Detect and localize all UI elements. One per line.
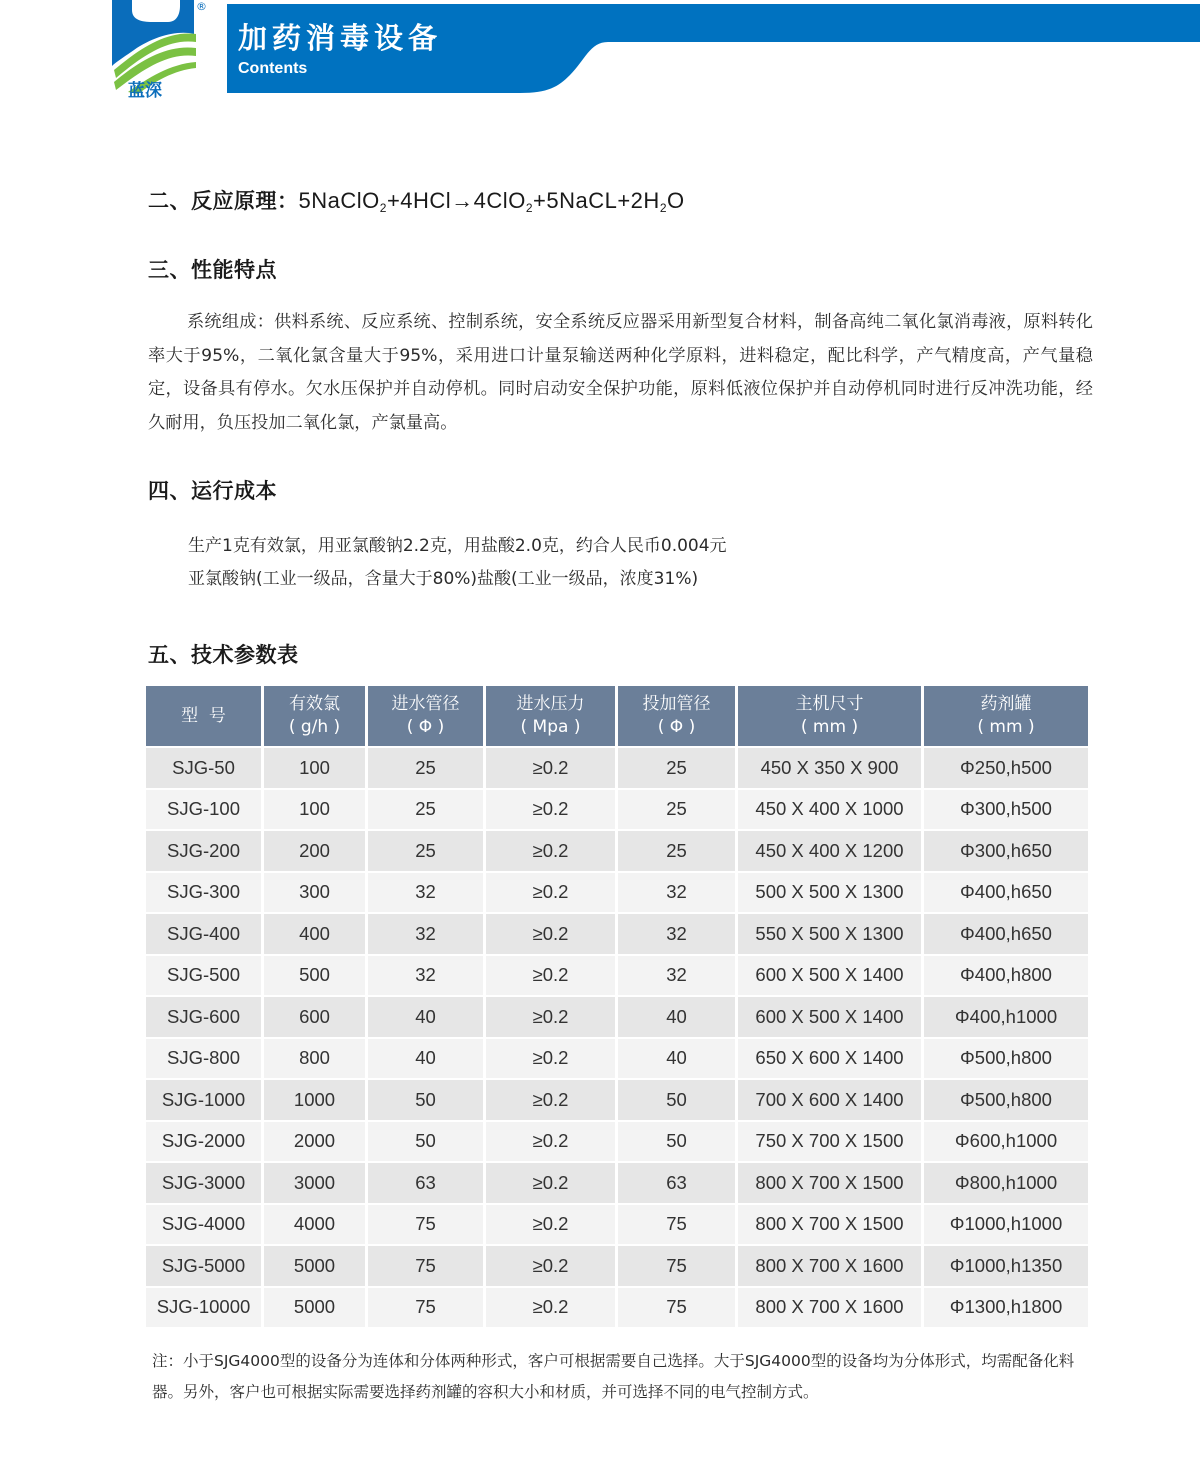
- table-cell: 450 X 400 X 1000: [738, 790, 924, 830]
- column-header-unit: ( mm ): [800, 717, 859, 737]
- table-cell: 40: [618, 1039, 738, 1079]
- table-cell: SJG-500: [146, 956, 264, 996]
- table-header-row: [146, 686, 1088, 746]
- formula-part: +5NaCL+2H: [533, 188, 660, 213]
- table-cell: 600 X 500 X 1400: [738, 956, 924, 996]
- table-cell: 600 X 500 X 1400: [738, 997, 924, 1037]
- table-cell: Φ300,h650: [924, 831, 1088, 871]
- column-header-name: 投加管径: [642, 694, 711, 714]
- column-header: [264, 686, 368, 746]
- column-header: [486, 686, 618, 746]
- table-cell: 40: [368, 997, 486, 1037]
- table-row: [146, 956, 1088, 996]
- column-header-name: 进水压力: [516, 694, 585, 714]
- table-cell: Φ500,h800: [924, 1080, 1088, 1120]
- table-cell: SJG-4000: [146, 1205, 264, 1245]
- column-header-unit: ( Φ ): [406, 717, 445, 737]
- table-cell: Φ1300,h1800: [924, 1288, 1088, 1328]
- table-row: [146, 748, 1088, 788]
- table-cell: ≥0.2: [486, 914, 618, 954]
- table-cell: 650 X 600 X 1400: [738, 1039, 924, 1079]
- table-cell: Φ400,h650: [924, 873, 1088, 913]
- table-cell: SJG-300: [146, 873, 264, 913]
- formula-part: 5NaClO: [298, 188, 380, 213]
- table-cell: Φ1000,h1350: [924, 1246, 1088, 1286]
- table-cell: Φ500,h800: [924, 1039, 1088, 1079]
- table-cell: Φ1000,h1000: [924, 1205, 1088, 1245]
- table-cell: 800 X 700 X 1600: [738, 1288, 924, 1328]
- table-cell: 50: [368, 1080, 486, 1120]
- table-cell: 40: [368, 1039, 486, 1079]
- formula-part: +4HCl→4ClO: [386, 188, 526, 213]
- table-cell: 25: [618, 831, 738, 871]
- table-cell: 25: [368, 831, 486, 871]
- table-cell: 5000: [264, 1246, 368, 1286]
- table-cell: 100: [264, 790, 368, 830]
- table-row: [146, 1122, 1088, 1162]
- table-cell: 550 X 500 X 1300: [738, 914, 924, 954]
- table-cell: ≥0.2: [486, 1039, 618, 1079]
- table-cell: 32: [368, 956, 486, 996]
- column-header: [146, 686, 264, 746]
- column-header-name: 药剂罐: [980, 694, 1032, 714]
- table-cell: 32: [618, 956, 738, 996]
- table-cell: 63: [618, 1163, 738, 1203]
- table-row: [146, 1246, 1088, 1286]
- table-cell: ≥0.2: [486, 790, 618, 830]
- table-row: [146, 997, 1088, 1037]
- table-cell: Φ300,h500: [924, 790, 1088, 830]
- registered-mark: ®: [196, 0, 207, 13]
- table-cell: ≥0.2: [486, 873, 618, 913]
- table-row: [146, 831, 1088, 871]
- table-row: [146, 873, 1088, 913]
- table-cell: ≥0.2: [486, 956, 618, 996]
- table-row: [146, 1288, 1088, 1328]
- column-header-unit: ( Mpa ): [520, 717, 581, 737]
- table-cell: 75: [618, 1288, 738, 1328]
- cost-line: 亚氯酸钠(工业一级品，含量大于80%)盐酸(工业一级品，浓度31%): [188, 569, 699, 589]
- formula-subscript: 2: [659, 201, 667, 215]
- table-cell: 100: [264, 748, 368, 788]
- table-cell: Φ800,h1000: [924, 1163, 1088, 1203]
- table-cell: ≥0.2: [486, 1163, 618, 1203]
- column-header-unit: ( g/h ): [288, 717, 341, 737]
- table-cell: Φ400,h1000: [924, 997, 1088, 1037]
- formula-part: O: [667, 188, 685, 213]
- table-cell: 25: [368, 790, 486, 830]
- table-cell: 450 X 400 X 1200: [738, 831, 924, 871]
- features-section-title: 三、性能特点: [148, 258, 277, 282]
- table-cell: Φ400,h800: [924, 956, 1088, 996]
- table-cell: 75: [618, 1246, 738, 1286]
- table-cell: SJG-10000: [146, 1288, 264, 1328]
- table-cell: 2000: [264, 1122, 368, 1162]
- table-cell: 1000: [264, 1080, 368, 1120]
- table-cell: 32: [618, 873, 738, 913]
- cost-section-title: 四、运行成本: [148, 479, 277, 503]
- table-cell: 200: [264, 831, 368, 871]
- column-header-name: 有效氯: [289, 694, 340, 714]
- column-header-unit: ( mm ): [977, 717, 1035, 737]
- table-cell: 750 X 700 X 1500: [738, 1122, 924, 1162]
- table-cell: ≥0.2: [486, 1246, 618, 1286]
- table-cell: 50: [368, 1122, 486, 1162]
- table-cell: 32: [368, 873, 486, 913]
- table-cell: 500 X 500 X 1300: [738, 873, 924, 913]
- page-title: 加药消毒设备: [238, 21, 443, 55]
- table-cell: 63: [368, 1163, 486, 1203]
- table-cell: SJG-400: [146, 914, 264, 954]
- cost-line: 生产1克有效氯，用亚氯酸钠2.2克，用盐酸2.0克，约合人民币0.004元: [188, 536, 727, 556]
- table-cell: 3000: [264, 1163, 368, 1203]
- brand-name: 蓝深: [128, 81, 162, 101]
- page-subtitle: Contents: [238, 60, 308, 77]
- table-cell: SJG-3000: [146, 1163, 264, 1203]
- table-row: [146, 1080, 1088, 1120]
- table-cell: 300: [264, 873, 368, 913]
- table-cell: 75: [368, 1288, 486, 1328]
- table-row: [146, 914, 1088, 954]
- reaction-label: 二、反应原理：: [148, 189, 299, 213]
- table-cell: 800 X 700 X 1600: [738, 1246, 924, 1286]
- table-cell: 25: [368, 748, 486, 788]
- table-cell: SJG-50: [146, 748, 264, 788]
- table-cell: ≥0.2: [486, 748, 618, 788]
- table-cell: 25: [618, 748, 738, 788]
- table-cell: 700 X 600 X 1400: [738, 1080, 924, 1120]
- column-header-name: 进水管径: [391, 694, 460, 714]
- table-note: 注：小于SJG4000型的设备分为连体和分体两种形式，客户可根据需要自己选择。大于SJG4000型的设备均为分体形式，均需配备化料器。另外，客户也可根据实际需要选择药剂罐的容积大小和材质，并可选择不同的电气控制方式。: [152, 1352, 1075, 1401]
- specs-section-title: 五、技术参数表: [148, 643, 299, 667]
- table-row: [146, 1205, 1088, 1245]
- table-cell: 600: [264, 997, 368, 1037]
- table-cell: 50: [618, 1080, 738, 1120]
- reaction-section-title: [148, 185, 685, 215]
- column-header: [924, 686, 1088, 746]
- table-cell: 40: [618, 997, 738, 1037]
- table-row: [146, 1163, 1088, 1203]
- table-cell: 450 X 350 X 900: [738, 748, 924, 788]
- table-row: [146, 1039, 1088, 1079]
- table-cell: ≥0.2: [486, 997, 618, 1037]
- features-paragraph: 系统组成：供料系统、反应系统、控制系统，安全系统反应器采用新型复合材料，制备高纯二氧化氯消毒液，原料转化率大于95%，二氧化氯含量大于95%，采用进口计量泵输送两种化学原料，进料稳定，配比科学，产气精度高，产气量稳定，设备具有停水。欠水压保护并自动停机。同时启动安全保护功能，原料低液位保护并自动停机同时进行反冲洗功能，经久耐用，负压投加二氧化氯，产氯量高。: [148, 312, 1093, 433]
- table-cell: 75: [368, 1205, 486, 1245]
- table-cell: SJG-2000: [146, 1122, 264, 1162]
- column-header-name: 型 号: [181, 705, 226, 726]
- table-cell: 32: [618, 914, 738, 954]
- table-cell: SJG-1000: [146, 1080, 264, 1120]
- table-cell: SJG-800: [146, 1039, 264, 1079]
- reaction-formula: [299, 188, 685, 213]
- table-cell: 800 X 700 X 1500: [738, 1205, 924, 1245]
- table-cell: SJG-200: [146, 831, 264, 871]
- formula-subscript: 2: [379, 201, 387, 215]
- table-cell: 75: [368, 1246, 486, 1286]
- table-cell: Φ250,h500: [924, 748, 1088, 788]
- table-cell: Φ600,h1000: [924, 1122, 1088, 1162]
- table-cell: 400: [264, 914, 368, 954]
- table-cell: 32: [368, 914, 486, 954]
- table-cell: 800: [264, 1039, 368, 1079]
- table-cell: 5000: [264, 1288, 368, 1328]
- table-cell: 4000: [264, 1205, 368, 1245]
- table-cell: ≥0.2: [486, 1288, 618, 1328]
- table-cell: 800 X 700 X 1500: [738, 1163, 924, 1203]
- table-cell: ≥0.2: [486, 1080, 618, 1120]
- table-cell: ≥0.2: [486, 831, 618, 871]
- column-header-name: 主机尺寸: [795, 694, 864, 714]
- table-cell: 500: [264, 956, 368, 996]
- table-cell: Φ400,h650: [924, 914, 1088, 954]
- table-cell: 25: [618, 790, 738, 830]
- table-cell: 50: [618, 1122, 738, 1162]
- column-header: [368, 686, 486, 746]
- table-cell: SJG-5000: [146, 1246, 264, 1286]
- column-header: [618, 686, 738, 746]
- table-cell: SJG-600: [146, 997, 264, 1037]
- table-cell: ≥0.2: [486, 1122, 618, 1162]
- column-header: [738, 686, 924, 746]
- table-cell: 75: [618, 1205, 738, 1245]
- table-cell: ≥0.2: [486, 1205, 618, 1245]
- table-row: [146, 790, 1088, 830]
- table-cell: SJG-100: [146, 790, 264, 830]
- formula-subscript: 2: [525, 201, 533, 215]
- column-header-unit: ( Φ ): [657, 717, 696, 737]
